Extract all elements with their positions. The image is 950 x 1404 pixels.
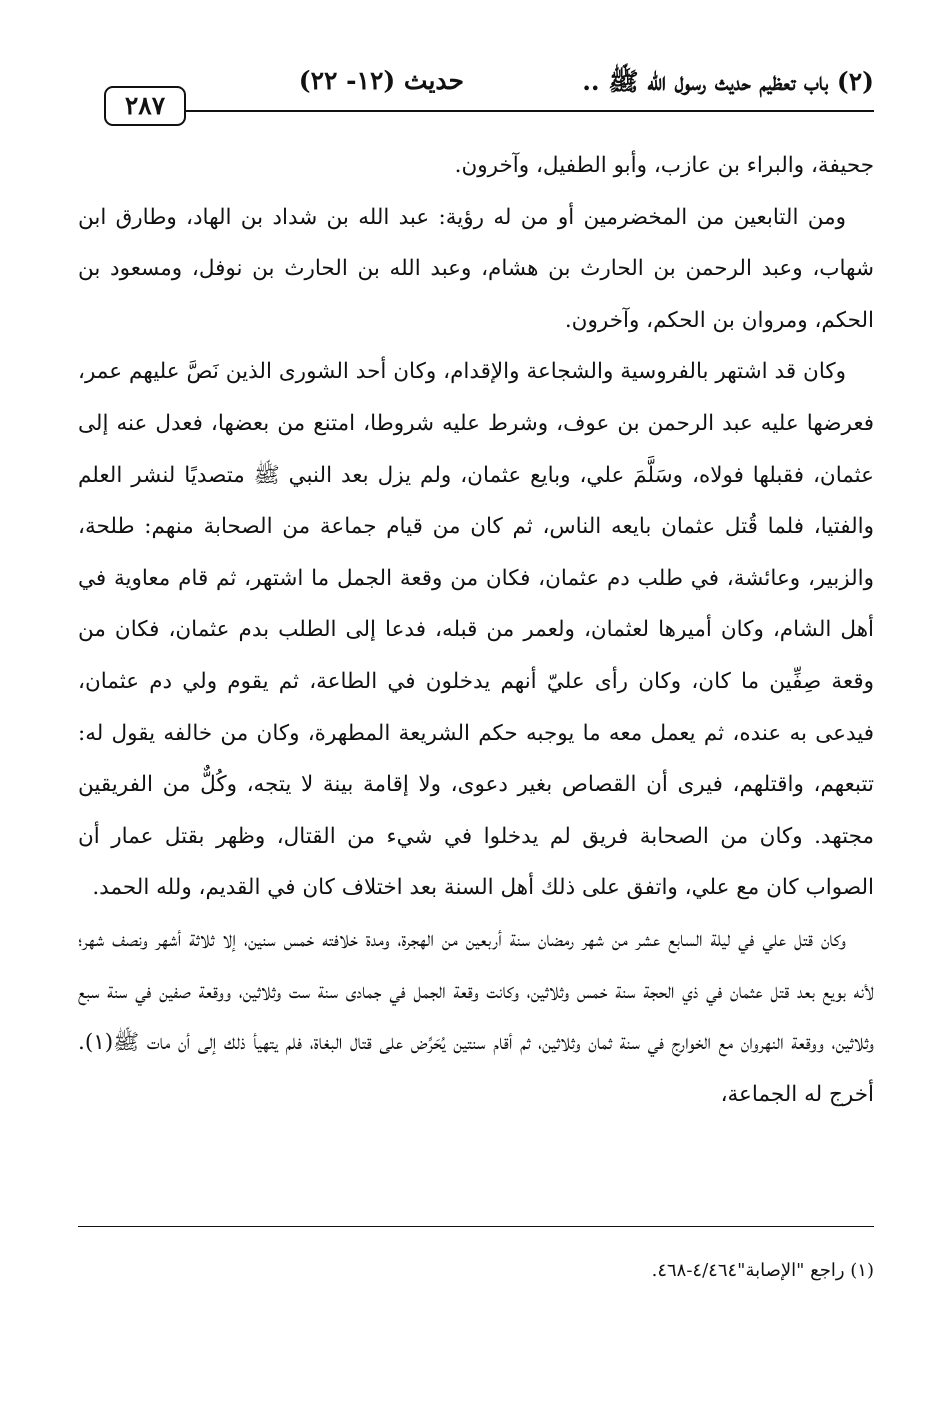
- paragraph-3: وكان قد اشتهر بالفروسية والشجاعة والإقدام، وكان أحد الشورى الذين نَصَّ عليهم عمر، فعرضها عليه عبد الرحمن بن عوف، وشرط عليه شروطا، امتنع من بعضها، فعدل عنه إلى عثمان، فقبلها فولاه، وسَلَّمَ علي، وبايع عثمان، ولم يزل بعد النبي ﷺ متصديًا لنشر العلم والفتيا، فلما قُتل عثمان بايعه الناس، ثم كان من قيام جماعة من الصحابة منهم: طلحة، والزبير، وعائشة، في طلب دم عثمان، فكان من وقعة الجمل ما اشتهر، ثم قام معاوية في أهل الشام، وكان أميرها لعثمان، ولعمر من قبله، فدعا إلى الطلب بدم عثمان، فكان من وقعة صِفِّين ما كان، وكان رأى عليّ أنهم يدخلون في الطاعة، ثم يقوم ولي دم عثمان، فيدعى به عنده، ثم يعمل معه ما يوجبه حكم الشريعة المطهرة، وكان من خالفه يقول له: تتبعهم، واقتلهم، فيرى أن القصاص بغير دعوى، ولا إقامة بينة لا يتجه، وكُلٌّ من الفريقين مجتهد. وكان من الصحابة فريق لم يدخلوا في شيء من القتال، وظهر بقتل عمار أن الصواب كان مع علي، واتفق على ذلك أهل السنة بعد اختلاف كان في القديم، ولله الحمد.: [78, 359, 874, 901]
- footnote-separator: [78, 1226, 874, 1227]
- chapter-title: (٢) باب تعظيم حديث رسول الله ﷺ ..: [582, 67, 874, 96]
- paragraph-2: ومن التابعين من المخضرمين أو من له رؤية: عبد الله بن شداد بن الهاد، وطارق ابن شهاب، وعبد الرحمن بن الحارث بن هشام، وعبد الله بن الحارث بن نوفل، ومسعود بن الحكم، ومروان بن الحكم، وآخرون.: [78, 204, 874, 333]
- paragraph-1: جحيفة، والبراء بن عازب، وأبو الطفيل، وآخرون.: [454, 153, 874, 178]
- footnote: (١) راجع "الإصابة"٤/٤٦٤-٤٦٨.: [651, 1260, 874, 1281]
- page-number: ٢٨٧: [104, 86, 186, 126]
- body-text: [78, 140, 874, 1120]
- running-header: [104, 62, 874, 124]
- header-rule: [186, 110, 874, 112]
- hadith-range: حديث (١٢- ٢٢): [298, 66, 464, 95]
- paragraph-4: وكان قتل علي في ليلة السابع عشر من شهر رمضان سنة أربعين من الهجرة، ومدة خلافته خمس سنين، إلا ثلاثة أشهر ونصف شهر؛ لأنه بويع بعد قتل عثمان في ذي الحجة سنة خمس وثلاثين، وكانت وقعة الجمل في جمادى سنة ست وثلاثين، ووقعة صفين في سنة سبع وثلاثين، ووقعة النهروان مع الخوارج في سنة ثمان وثلاثين، ثم أقام سنتين يُحَرِّض على قتال البغاة، فلم يتهيأ ذلك إلى أن مات ﷺ(١). أخرج له الجماعة،: [78, 926, 874, 1107]
